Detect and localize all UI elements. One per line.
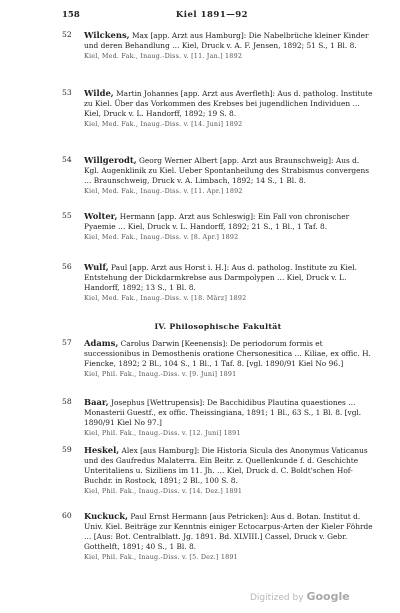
entry-text: Martin Johannes [app. Arzt aus Averfleth]: Aus d. patholog. Institute zu Kiel. Über das Vorkommen des Krebses bei jugendlichen Individuen … Kiel, Druck v. L. Handorff, 1892; 19 S. 8. <box>84 89 373 118</box>
author-name: Adams, <box>84 338 119 348</box>
author-name: Baar, <box>84 397 109 407</box>
page-number: 158 <box>62 10 80 20</box>
entry-note: Kiel, Med. Fak., Inaug.-Diss. v. [18. März] 1892 <box>84 294 247 302</box>
entry-53 <box>62 88 374 129</box>
entry-number: 59 <box>62 445 72 454</box>
entry-note: Kiel, Phil. Fak., Inaug.-Diss. v. [12. Juni] 1891 <box>84 429 241 437</box>
entry-number: 57 <box>62 338 72 347</box>
author-name: Wilde, <box>84 88 114 98</box>
section-heading: IV. Philosophische Fakultät <box>154 322 282 331</box>
entry-text: Max [app. Arzt aus Hamburg]: Die Nabelbrüche kleiner Kinder und deren Behandlung … Kiel, Druck v. A. F. Jensen, 1892; 51 S., 1 Bl. 8. <box>84 31 369 50</box>
entry-text: Georg Werner Albert [app. Arzt aus Braunschweig]: Aus d. Kgl. Augenklinik zu Kiel. Ueber Spontanheilung des Strabismus convergens … Braunschweig, Druck v. A. Limbach, 1892; 14 S., 1 Bl. 8. <box>84 156 370 185</box>
entry-text: Alex [aus Hamburg]: Die Historia Sicula des Anonymus Vaticanus und des Gaufredus Malaterra. Ein Beitr. z. Quellenkunde f. d. Geschichte Unteritaliens u. Siziliens im 11. Jh. … Kiel, Druck d. C. Boldt'schen Hof-Buchdr. in Rostock, 1891; 2 Bl., 100 S. 8. <box>84 446 368 485</box>
entry-text: Josephus [Wettrupensis]: De Bacchidibus Plautina quaestiones … Monasterii Guestf., ex offic. Theissingiana, 1891; 1 Bl., 63 S., 1 Bl. 8. [vgl. 1890/91 Kiel No 97.] <box>84 398 362 427</box>
entry-text: Paul Ernst Hermann [aus Petricken]: Aus d. Botan. Institut d. Univ. Kiel. Beiträge zur Kenntnis einiger Ectocarpus-Arten der Kieler Föhrde … [Aus: Bot. Centralblatt. Jg. 1891. Bd. XLVIII.] Cassel, Druck v. Gebr. Gotthelft, 1891; 40 S., 1 Bl. 8. <box>84 512 373 551</box>
entry-number: 53 <box>62 88 72 97</box>
entry-number: 60 <box>62 511 72 520</box>
entry-54 <box>62 155 374 196</box>
author-name: Wolter, <box>84 211 118 221</box>
entry-note: Kiel, Med. Fak., Inaug.-Diss. v. [11. Jan.] 1892 <box>84 52 243 60</box>
entry-57 <box>62 338 374 379</box>
author-name: Willgerodt, <box>84 155 137 165</box>
entry-text: Hermann [app. Arzt aus Schleswig]: Ein Fall von chronischer Pyaemie … Kiel, Druck v. L. Handorff, 1892; 21 S., 1 Bl., 1 Taf. 8. <box>84 212 350 231</box>
entry-note: Kiel, Med. Fak., Inaug.-Diss. v. [14. Juni] 1892 <box>84 120 243 128</box>
digitization-watermark <box>250 590 350 603</box>
entry-58 <box>62 397 374 438</box>
entry-56 <box>62 262 374 303</box>
entry-number: 55 <box>62 211 72 220</box>
watermark-brand: Google <box>306 590 350 603</box>
entry-note: Kiel, Med. Fak., Inaug.-Diss. v. [11. Apr.] 1892 <box>84 187 243 195</box>
author-name: Heskel, <box>84 445 120 455</box>
entry-note: Kiel, Phil. Fak., Inaug.-Diss. v. [9. Juni] 1891 <box>84 370 237 378</box>
entry-52 <box>62 30 374 61</box>
author-name: Wilckens, <box>84 30 130 40</box>
entry-55 <box>62 211 374 242</box>
entry-59 <box>62 445 374 496</box>
entry-number: 52 <box>62 30 72 39</box>
entry-60 <box>62 511 374 562</box>
entry-number: 54 <box>62 155 72 164</box>
entry-text: Carolus Darwin [Keenensis]: De periodorum formis et successionibus in Demosthenis oratione Chersonesitica … Kiliae, ex offic. H. Fiencke, 1892; 2 Bl., 104 S., 1 Bl., 1 Taf. 8. [vgl. 1890/91 Kiel No 96.] <box>84 339 371 368</box>
author-name: Wulf, <box>84 262 109 272</box>
running-head <box>62 10 362 22</box>
entry-note: Kiel, Med. Fak., Inaug.-Diss. v. [8. Apr.] 1892 <box>84 233 239 241</box>
entry-note: Kiel, Phil. Fak., Inaug.-Diss. v. [5. Dez.] 1891 <box>84 553 238 561</box>
entry-note: Kiel, Phil. Fak., Inaug.-Diss. v. [14. Dez.] 1891 <box>84 487 243 495</box>
entry-number: 58 <box>62 397 72 406</box>
watermark-prefix: Digitized by <box>250 593 304 603</box>
running-title: Kiel 1891—92 <box>175 10 249 20</box>
entry-text: Paul [app. Arzt aus Horst i. H.]: Aus d. patholog. Institute zu Kiel. Entstehung der Dickdarmkrebse aus Darmpolypen … Kiel, Druck v. L. Handorff, 1892; 13 S., 1 Bl. 8. <box>84 263 357 292</box>
author-name: Kuckuck, <box>84 511 128 521</box>
entry-number: 56 <box>62 262 72 271</box>
